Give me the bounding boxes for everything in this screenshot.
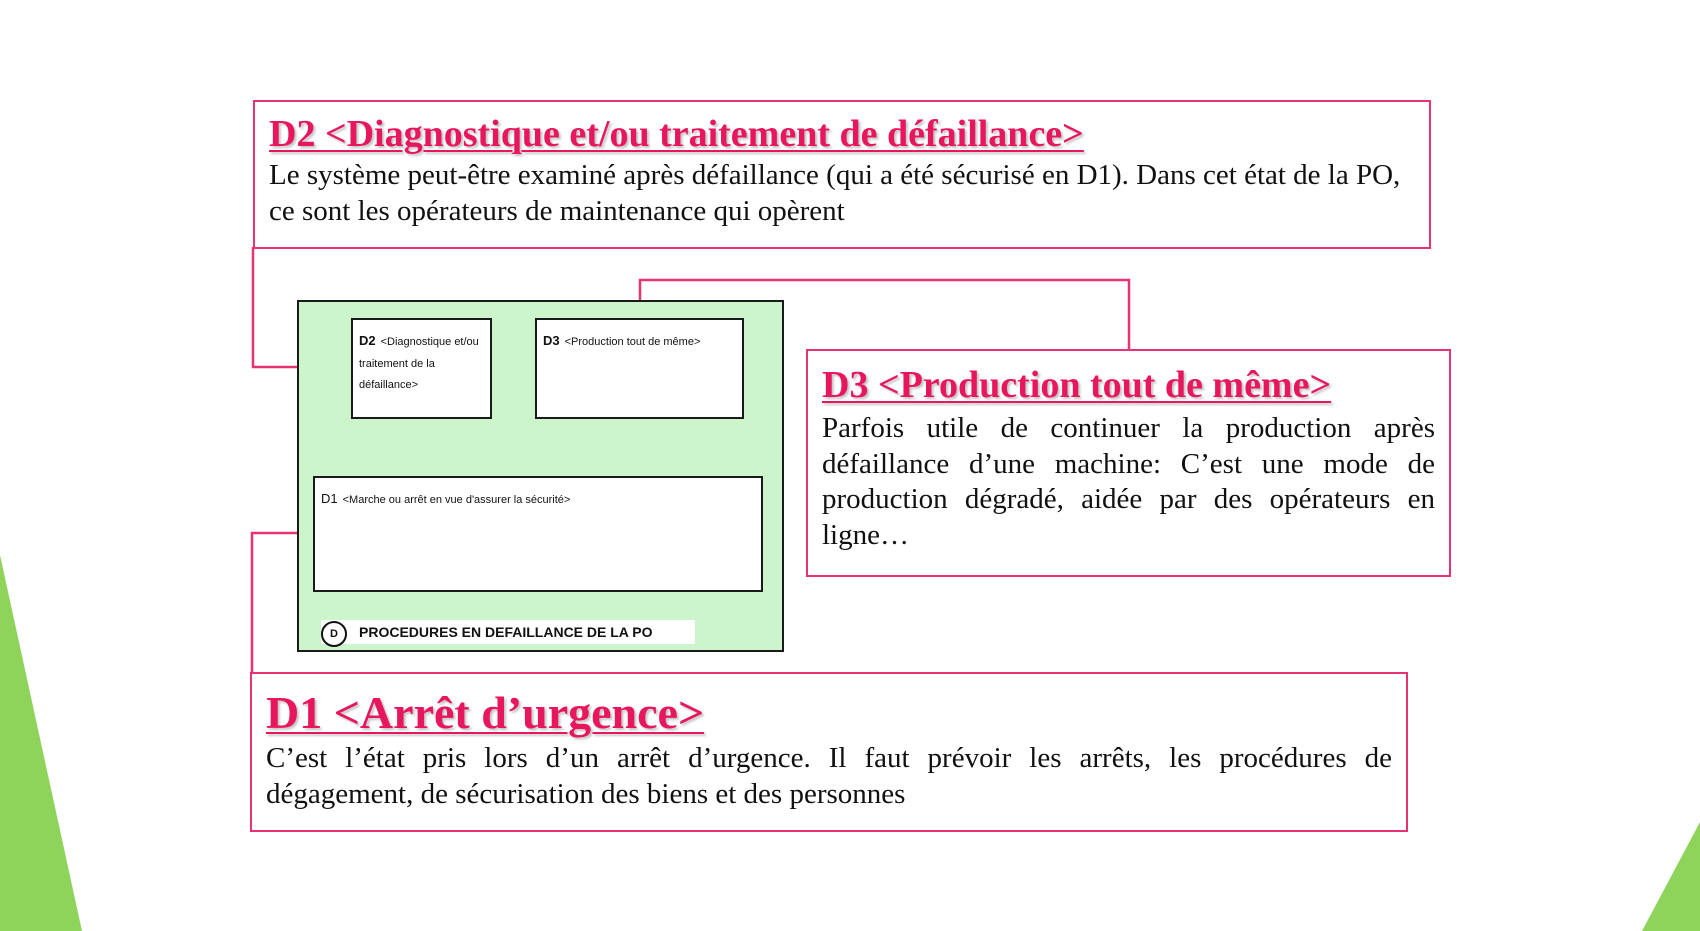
gemma-state-d1-label: <Marche ou arrêt en vue d'assurer la sécurité> <box>342 494 571 506</box>
callout-d2-title: D2 <Diagnostique et/ou traitement de défaillance> <box>269 113 1084 155</box>
callout-d3 <box>806 349 1451 577</box>
gemma-state-d2 <box>351 318 492 419</box>
callout-d3-body: Parfois utile de continuer la production après défaillance d’une machine: C’est une mode de production dégradé, aidée par des opérateurs en ligne… <box>822 412 1435 551</box>
left-decoration-triangle <box>0 555 82 931</box>
gemma-state-d2-label: <Diagnostique et/ou traitement de la défaillance> <box>359 336 479 391</box>
gemma-state-d1-code: D1 <box>321 491 338 506</box>
gemma-defaillance-zone <box>297 300 784 652</box>
callout-d1-body: C’est l’état pris lors d’un arrêt d’urgence. Il faut prévoir les arrêts, les procédures de dégagement, de sécurisation des biens et des personnes <box>266 742 1392 810</box>
gemma-state-d3-label: <Production tout de même> <box>564 336 701 348</box>
callout-d2-body: Le système peut-être examiné après défaillance (qui a été sécurisé en D1). Dans cet état de la PO, ce sont les opérateurs de maintenance qui opèrent <box>269 159 1401 227</box>
callout-d1-title: D1 <Arrêt d’urgence> <box>266 687 705 738</box>
callout-d3-title: D3 <Production tout de même> <box>822 364 1332 406</box>
gemma-state-d3 <box>535 318 744 419</box>
gemma-state-d3-code: D3 <box>543 333 560 348</box>
gemma-footer-label: PROCEDURES EN DEFAILLANCE DE LA PO <box>359 624 653 640</box>
callout-d1 <box>250 672 1408 832</box>
gemma-state-d2-code: D2 <box>359 333 376 348</box>
gemma-footer <box>321 620 695 644</box>
callout-d2 <box>253 100 1431 249</box>
right-decoration-triangle <box>1642 822 1700 931</box>
gemma-footer-circle: D <box>321 621 347 647</box>
gemma-state-d1 <box>313 476 763 592</box>
